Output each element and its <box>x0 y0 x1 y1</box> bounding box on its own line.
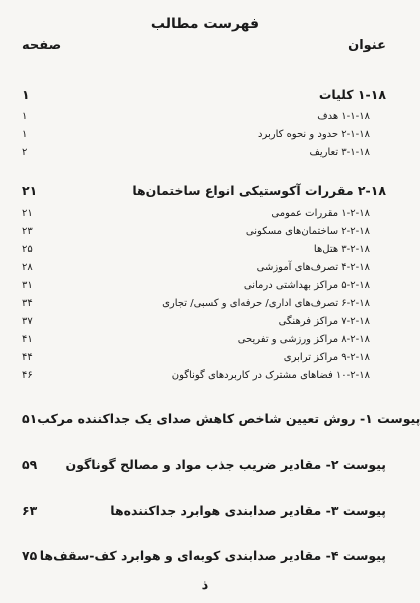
toc-entry-title: ۱۰-۲-۱۸ فضاهای مشترک در کاربردهای گوناگون <box>171 369 370 381</box>
toc-page-number: ۳۱ <box>22 279 33 291</box>
toc-page-number: ۱ <box>22 110 28 122</box>
toc-row-chapter-2[interactable] <box>22 180 386 200</box>
toc-entry-title: پیوست ۳- مقادیر صدابندی هوابرد جداکننده‌ها <box>110 502 386 518</box>
toc-row[interactable] <box>22 275 386 295</box>
toc-entry-title: ۴-۲-۱۸ تصرف‌های آموزشی <box>256 261 370 273</box>
toc-row-appendix-2[interactable] <box>22 454 386 474</box>
toc-row[interactable] <box>22 124 386 144</box>
toc-row[interactable] <box>22 311 386 331</box>
toc-entry-title: ۱-۱-۱۸ هدف <box>317 110 370 122</box>
toc-row[interactable] <box>22 203 386 223</box>
toc-page-number: ۲ <box>22 146 28 158</box>
toc-entry-title: ۲-۱-۱۸ حدود و نحوه کاربرد <box>258 128 370 140</box>
toc-row[interactable] <box>22 293 386 313</box>
toc-entry-title: ۷-۲-۱۸ مراکز فرهنگی <box>278 315 370 327</box>
toc-entry-title: پیوست ۴- مقادیر صدابندی کوبه‌ای و هوابرد کف-سقف‌ها <box>39 547 386 563</box>
toc-page-number: ۱ <box>22 86 30 102</box>
toc-entry-title: ۳-۲-۱۸ هتل‌ها <box>313 243 370 255</box>
toc-row-appendix-4[interactable] <box>22 545 386 565</box>
toc-entry-title: ۱-۲-۱۸ مقررات عمومی <box>271 207 370 219</box>
toc-entry-title: ۵-۲-۱۸ مراکز بهداشتی درمانی <box>243 279 370 291</box>
toc-page-number: ۴۶ <box>22 369 33 381</box>
page-number-footer: ذ <box>201 578 209 593</box>
page-title: فهرست مطالب <box>150 16 260 32</box>
toc-row[interactable] <box>22 106 386 126</box>
toc-entry-title: پیوست ۱- روش تعیین شاخص کاهش صدای یک جداکننده مرکب <box>37 410 420 426</box>
title-column-header: عنوان <box>348 38 386 53</box>
toc-entry-title: ۲-۲-۱۸ ساختمان‌های مسکونی <box>245 225 370 237</box>
toc-page-number: ۲۵ <box>22 243 33 255</box>
toc-row[interactable] <box>22 329 386 349</box>
toc-row[interactable] <box>22 221 386 241</box>
toc-page-number: ۲۱ <box>22 182 38 198</box>
page-column-header: صفحه <box>22 38 62 53</box>
toc-row[interactable] <box>22 142 386 162</box>
toc-row[interactable] <box>22 239 386 259</box>
toc-row[interactable] <box>22 347 386 367</box>
toc-page-number: ۶۳ <box>22 502 38 518</box>
toc-page-number: ۴۴ <box>22 351 33 363</box>
toc-entry-title: ۳-۱-۱۸ تعاریف <box>309 146 370 158</box>
toc-entry-title: پیوست ۲- مقادیر ضریب جذب مواد و مصالح گوناگون <box>65 456 386 472</box>
toc-page-number: ۳۴ <box>22 297 33 309</box>
toc-page-number: ۲۳ <box>22 225 33 237</box>
toc-entry-title: ۱-۱۸ کلیات <box>318 86 386 102</box>
toc-entry-title: ۸-۲-۱۸ مراکز ورزشی و تفریحی <box>237 333 370 345</box>
toc-entry-title: ۹-۲-۱۸ مراکز ترابری <box>283 351 370 363</box>
toc-row[interactable] <box>22 257 386 277</box>
toc-page-number: ۵۱ <box>22 410 38 426</box>
toc-page-number: ۳۷ <box>22 315 33 327</box>
toc-page-number: ۲۱ <box>22 207 33 219</box>
toc-entry-title: ۶-۲-۱۸ تصرف‌های اداری/ حرفه‌ای و کسبی/ تجاری <box>162 297 370 309</box>
toc-page-number: ۵۹ <box>22 456 38 472</box>
toc-page-number: ۱ <box>22 128 28 140</box>
toc-page-number: ۴۱ <box>22 333 33 345</box>
toc-row-chapter-1[interactable] <box>22 84 386 104</box>
toc-row[interactable] <box>22 365 386 385</box>
toc-page-number: ۷۵ <box>22 547 38 563</box>
toc-page-number: ۲۸ <box>22 261 33 273</box>
toc-entry-title: ۲-۱۸ مقررات آکوستیکی انواع ساختمان‌ها <box>132 182 386 198</box>
toc-row-appendix-1[interactable] <box>22 408 420 428</box>
toc-row-appendix-3[interactable] <box>22 500 386 520</box>
